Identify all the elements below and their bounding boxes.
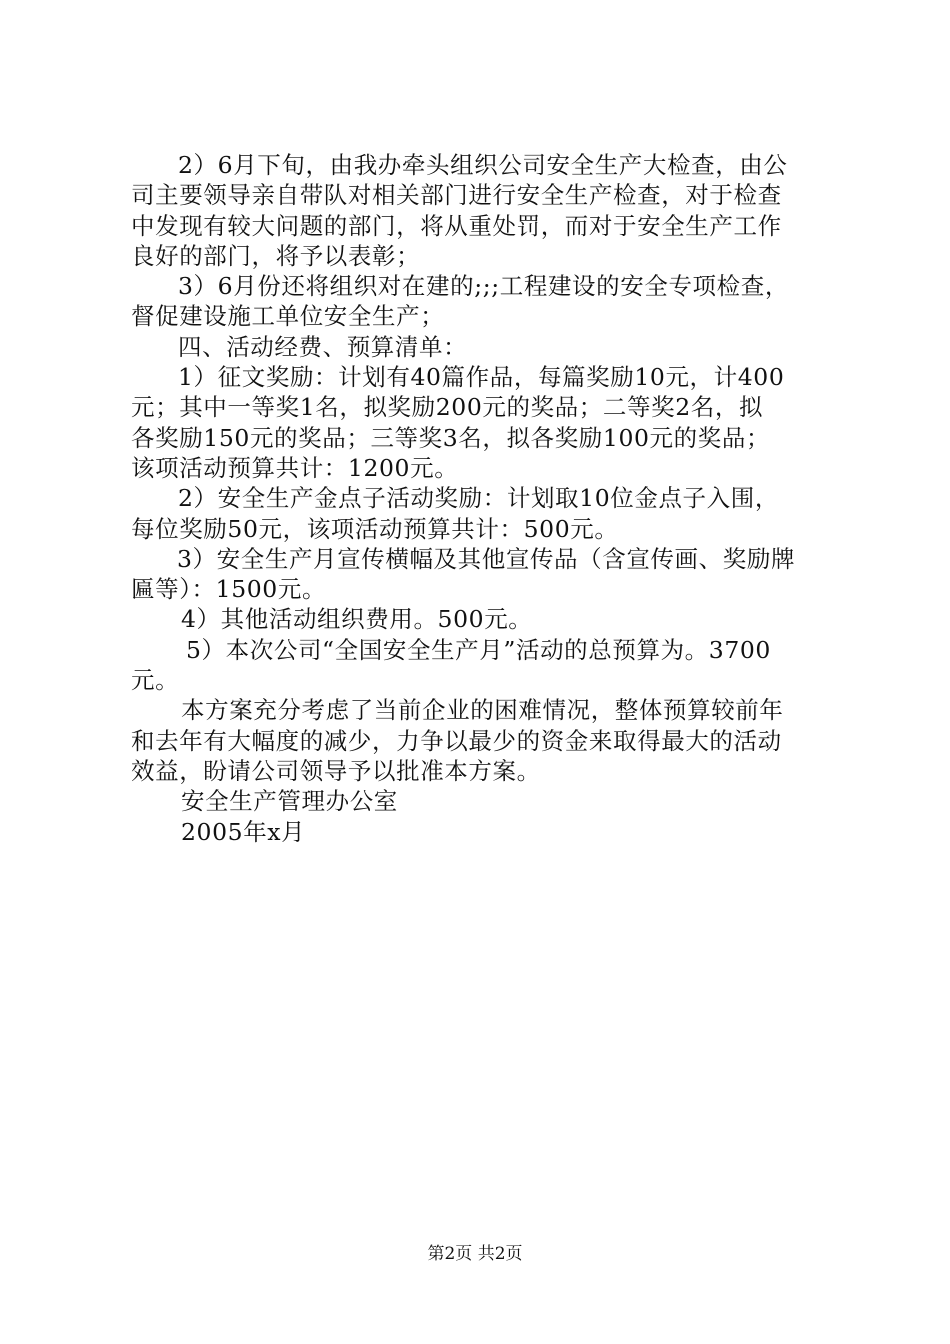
signature-date: 2005年x月: [181, 817, 306, 846]
text-line: 该项活动预算共计：1200元。: [131, 453, 459, 482]
document-body: [131, 150, 843, 847]
text-line: 中发现有较大问题的部门，将从重处罚，而对于安全生产工作: [131, 211, 782, 240]
section-heading: 四、活动经费、预算清单：: [178, 332, 468, 361]
text-line: 督促建设施工单位安全生产；: [131, 302, 445, 331]
signature-office: 安全生产管理办公室: [181, 787, 398, 816]
text-line: 2）6月下旬，由我办牵头组织公司安全生产大检查，由公: [178, 151, 788, 179]
text-line: 元；其中一等奖1名，拟奖励200元的奖品；二等奖2名，拟: [131, 393, 764, 422]
text-line: 司主要领导亲自带队对相关部门进行安全生产检查，对于检查: [131, 181, 782, 210]
text-line: 效益，盼请公司领导予以批准本方案。: [131, 756, 541, 785]
text-line: 5）本次公司“全国安全生产月”活动的总预算为。3700: [186, 635, 771, 664]
text-line: 良好的部门，将予以表彰；: [131, 241, 421, 270]
text-line: 每位奖励50元，该项活动预算共计：500元。: [131, 514, 619, 543]
text-line: 3）安全生产月宣传横幅及其他宣传品（含宣传画、奖励牌: [177, 544, 796, 573]
text-line: 匾等）：1500元。: [131, 575, 327, 604]
text-line: 本方案充分考虑了当前企业的困难情况，整体预算较前年: [181, 696, 784, 725]
text-line: 和去年有大幅度的减少，力争以最少的资金来取得最大的活动: [131, 726, 782, 755]
text-line: 1）征文奖励：计划有40篇作品，每篇奖励10元，计400: [178, 363, 785, 392]
text-line: 4）其他活动组织费用。500元。: [181, 605, 533, 634]
text-line: 3）6月份还将组织对在建的;;;工程建设的安全专项检查，: [178, 272, 789, 301]
text-line: 元。: [131, 666, 180, 695]
page-number-footer: 第2页 共2页: [427, 1244, 523, 1264]
text-line: 各奖励150元的奖品；三等奖3名，拟各奖励100元的奖品；: [131, 423, 771, 452]
text-line: 2）安全生产金点子活动奖励：计划取10位金点子入围，: [178, 484, 779, 513]
